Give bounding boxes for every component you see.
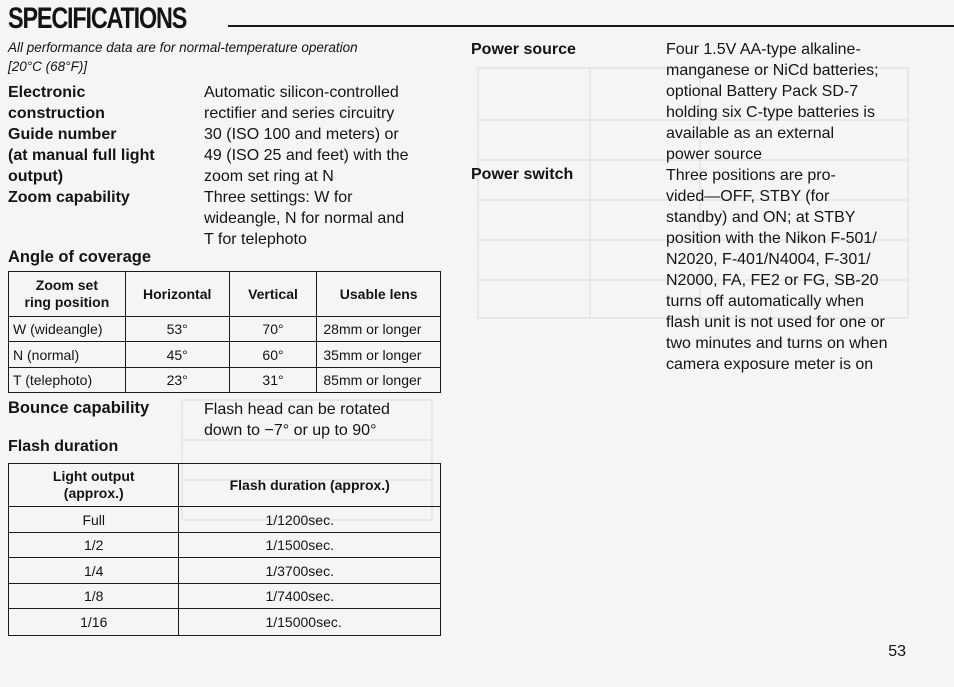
cell-vertical: 31° <box>229 368 317 393</box>
zoom-capability-value-line-1: Three settings: W for <box>204 189 353 206</box>
header-zoom-set-ring-position: Zoom set ring position <box>9 272 126 317</box>
electronic-construction-label <box>8 82 105 124</box>
header-usable-lens: Usable lens <box>317 272 441 317</box>
header-light-output: Light output (approx.) <box>9 464 179 507</box>
power-switch-line: turns off automatically when <box>666 293 865 310</box>
guide-number-value-line-1: 30 (ISO 100 and meters) or <box>204 126 399 143</box>
subtitle <box>8 38 438 76</box>
electronic-construction-value-line-1: Automatic silicon-controlled <box>204 84 399 101</box>
table-row <box>9 317 441 342</box>
cell-usable-lens: 35mm or longer <box>317 342 441 368</box>
power-source-label: Power source <box>471 41 576 58</box>
cell-vertical: 70° <box>229 317 317 342</box>
page-title: SPECIFICATIONS <box>8 2 187 35</box>
table-row <box>9 533 441 558</box>
power-switch-value <box>666 165 887 375</box>
flash-duration-label: Flash duration <box>8 438 119 455</box>
table-row <box>9 609 441 636</box>
cell-light-output: 1/4 <box>9 558 179 584</box>
cell-light-output: 1/16 <box>9 609 179 636</box>
cell-position: T (telephoto) <box>9 368 126 393</box>
power-switch-label: Power switch <box>471 166 574 183</box>
guide-number-label-line-2: (at manual full light <box>8 147 155 164</box>
flash-duration-table <box>8 463 441 636</box>
power-source-line: available as an external <box>666 125 835 142</box>
electronic-construction-label-line-2: construction <box>8 105 105 122</box>
cell-position: N (normal) <box>9 342 126 368</box>
cell-usable-lens: 85mm or longer <box>317 368 441 393</box>
cell-flash-duration: 1/15000sec. <box>179 609 441 636</box>
power-source-line: Four 1.5V AA-type alkaline- <box>666 41 861 58</box>
angle-of-coverage-table <box>8 271 441 393</box>
power-source-line: power source <box>666 146 763 163</box>
cell-light-output: 1/8 <box>9 584 179 609</box>
header-vertical: Vertical <box>229 272 317 317</box>
cell-flash-duration: 1/1200sec. <box>179 507 441 533</box>
table-row <box>9 368 441 393</box>
subtitle-line-2: [20°C (68°F)] <box>8 59 88 74</box>
cell-flash-duration: 1/7400sec. <box>179 584 441 609</box>
header-flash-duration: Flash duration (approx.) <box>179 464 441 507</box>
cell-vertical: 60° <box>229 342 317 368</box>
subtitle-line-1: All performance data are for normal-temperature operation <box>8 40 358 55</box>
guide-number-label <box>8 124 155 187</box>
table-row <box>9 342 441 368</box>
table-header-row <box>9 464 441 507</box>
cell-horizontal: 53° <box>125 317 229 342</box>
page-number: 53 <box>888 643 906 660</box>
electronic-construction-value-line-2: rectifier and series circuitry <box>204 105 395 122</box>
table-row <box>9 558 441 584</box>
guide-number-label-line-1: Guide number <box>8 126 117 143</box>
cell-flash-duration: 1/1500sec. <box>179 533 441 558</box>
cell-flash-duration: 1/3700sec. <box>179 558 441 584</box>
bounce-capability-value-line-2: down to −7° or up to 90° <box>204 422 377 439</box>
electronic-construction-value <box>204 82 399 124</box>
header-horizontal: Horizontal <box>125 272 229 317</box>
cell-light-output: 1/2 <box>9 533 179 558</box>
bounce-capability-value <box>204 399 390 441</box>
table-header-row <box>9 272 441 317</box>
guide-number-value <box>204 124 409 187</box>
zoom-capability-value-line-2: wideangle, N for normal and <box>204 210 405 227</box>
power-switch-line: two minutes and turns on when <box>666 335 888 352</box>
title-rule <box>228 25 954 27</box>
power-switch-line: N2000, FA, FE2 or FG, SB-20 <box>666 272 879 289</box>
guide-number-value-line-3: zoom set ring at N <box>204 168 334 185</box>
power-source-line: holding six C-type batteries is <box>666 104 875 121</box>
guide-number-value-line-2: 49 (ISO 25 and feet) with the <box>204 147 409 164</box>
zoom-capability-value <box>204 187 404 250</box>
power-switch-line: flash unit is not used for one or <box>666 314 885 331</box>
zoom-capability-value-line-3: T for telephoto <box>204 231 307 248</box>
power-switch-line: N2020, F-401/N4004, F-301/ <box>666 251 871 268</box>
power-source-line: optional Battery Pack SD-7 <box>666 83 859 100</box>
bounce-capability-label: Bounce capability <box>8 399 150 417</box>
table-row <box>9 507 441 533</box>
cell-position: W (wideangle) <box>9 317 126 342</box>
bounce-capability-value-line-1: Flash head can be rotated <box>204 401 390 418</box>
cell-light-output: Full <box>9 507 179 533</box>
power-switch-line: standby) and ON; at STBY <box>666 209 856 226</box>
cell-horizontal: 45° <box>125 342 229 368</box>
table-row <box>9 584 441 609</box>
electronic-construction-label-line-1: Electronic <box>8 84 86 101</box>
guide-number-label-line-3: output) <box>8 168 64 185</box>
power-source-value <box>666 39 879 165</box>
cell-usable-lens: 28mm or longer <box>317 317 441 342</box>
power-switch-line: position with the Nikon F-501/ <box>666 230 877 247</box>
zoom-capability-label: Zoom capability <box>8 189 130 206</box>
cell-horizontal: 23° <box>125 368 229 393</box>
power-source-line: manganese or NiCd batteries; <box>666 62 879 79</box>
power-switch-line: camera exposure meter is on <box>666 356 874 373</box>
angle-of-coverage-label: Angle of coverage <box>8 248 152 266</box>
power-switch-line: vided—OFF, STBY (for <box>666 188 830 205</box>
power-switch-line: Three positions are pro- <box>666 167 836 184</box>
